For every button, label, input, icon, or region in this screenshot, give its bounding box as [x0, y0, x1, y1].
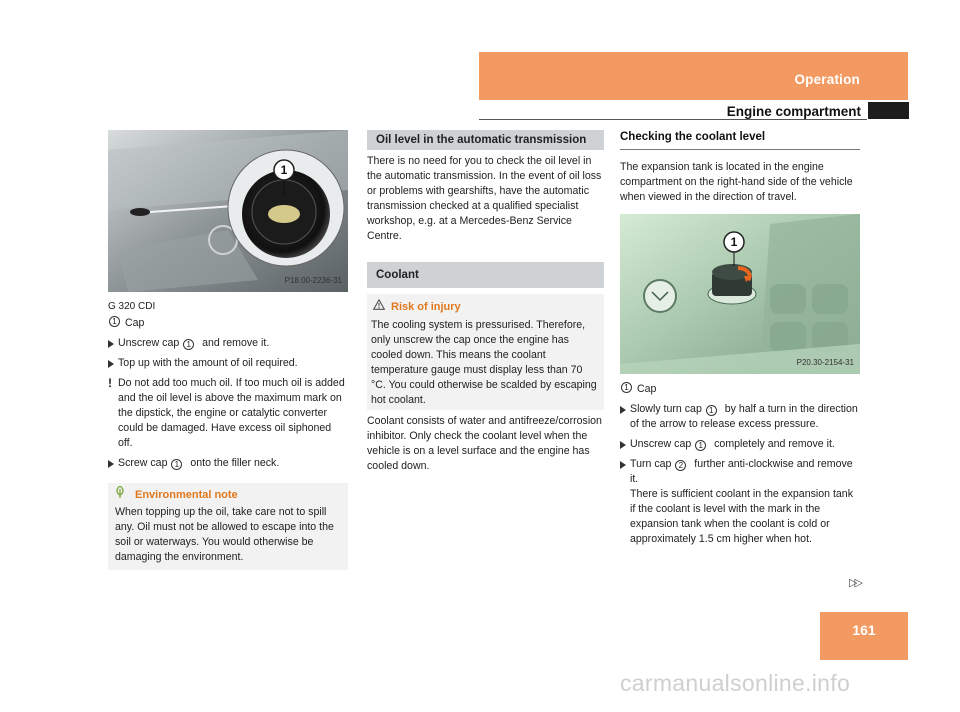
chapter-title: Operation: [794, 72, 860, 87]
photo-callout-1: 1: [730, 235, 738, 249]
heading-check-coolant: Checking the coolant level: [620, 130, 860, 150]
env-text: When topping up the oil, take care not to spill any. Oil must not be allowed to escape into the soil or waterways. You would otherwise be damaging the environment.: [115, 506, 334, 563]
heading-coolant: Coolant: [367, 262, 604, 288]
env-heading-row: [115, 486, 341, 503]
step-text: completely and remove it.: [711, 438, 835, 450]
header-rule: [479, 119, 867, 120]
continue-arrows-icon: ▷▷: [849, 577, 860, 589]
photo-code: P20.30-2154-31: [796, 358, 854, 367]
column-check-coolant: [620, 130, 860, 547]
ref-number: 1: [695, 440, 706, 451]
watermark: carmanualsonline.info: [620, 670, 851, 696]
legend-text: Cap: [125, 317, 145, 329]
step-text: Unscrew cap: [630, 438, 695, 450]
step-turn-half: [620, 402, 860, 432]
risk-text: The cooling system is pressurised. Therefore, only unscrew the cap once the engine has cooled down. This means the coolant temperature gauge must display less than 70 °C. You could otherwise be scalded by escaping hot coolant.: [371, 319, 597, 406]
photo-callout-1: 1: [280, 163, 288, 177]
model-caption: G 320 CDI: [108, 301, 156, 312]
coolant-intro: The expansion tank is located in the engine compartment on the right-hand side of the vehicle when viewed in the direction of travel.: [620, 161, 853, 203]
step-top-up: [108, 356, 348, 371]
step-turn-further: [620, 457, 860, 547]
risk-note: [367, 294, 604, 410]
coolant-text: Coolant consists of water and antifreeze/corrosion inhibitor. Only check the coolant level when the vehicle is on a level surface and the engine has cooled down.: [367, 415, 602, 472]
page-number: 161: [852, 622, 876, 638]
warning-exclamation-icon: !: [108, 376, 112, 390]
ref-number: 2: [675, 460, 686, 471]
coolant-photo: [620, 214, 860, 374]
step-text: Top up with the amount of oil required.: [118, 357, 298, 369]
legend-text: Cap: [637, 383, 657, 395]
risk-heading-row: [373, 299, 600, 315]
legend-item: [620, 382, 860, 397]
heading-transmission: Oil level in the automatic transmission: [367, 130, 604, 150]
transmission-text: There is no need for you to check the oil level in the automatic transmission. In the event of oil loss or problems with gearshifts, have the automatic transmission checked at a qualified specialist workshop, e.g. at a Mercedes-Benz Service Centre.: [367, 155, 602, 242]
column-transmission-coolant: [367, 130, 604, 474]
warning-note: [108, 376, 348, 451]
env-heading: Environmental note: [135, 489, 238, 501]
legend-number: 1: [109, 316, 120, 327]
environment-leaf-icon: [115, 486, 127, 503]
engine-photo: [108, 130, 348, 292]
step-text: onto the filler neck.: [187, 457, 280, 469]
step-text: and remove it.: [199, 337, 270, 349]
step-text: Screw cap: [118, 457, 171, 469]
photo-code: P18.00-2236-31: [284, 276, 342, 285]
chapter-tab: [479, 52, 908, 100]
environmental-note: [108, 483, 348, 570]
step-screw-cap: [108, 456, 348, 471]
column-oil-topup: [108, 130, 348, 570]
ref-number: 1: [706, 405, 717, 416]
section-title: Engine compartment: [726, 104, 861, 119]
step-unscrew-cap: [108, 336, 348, 351]
page-number-box: [820, 612, 908, 660]
step-text: by half a turn in the direction of the arrow to release excess pressure.: [630, 403, 858, 430]
step-text: further anti-clockwise and remove it.: [630, 458, 853, 485]
step-text: Slowly turn cap: [630, 403, 705, 415]
coolant-level-note: There is sufficient coolant in the expansion tank if the coolant is level with the mark in the expansion tank when the coolant is cold or approximately 1.5 cm higher when hot.: [630, 488, 853, 545]
step-unscrew-completely: [620, 437, 860, 452]
step-text: Unscrew cap: [118, 337, 183, 349]
legend-number: 1: [621, 382, 632, 393]
legend-item: [108, 316, 348, 331]
warning-text: Do not add too much oil. If too much oil is added and the oil level is above the maximum mark on the dipstick, the engine or catalytic converter could be damaged. Have excess oil siphoned off.: [118, 377, 345, 449]
ref-number: 1: [183, 339, 194, 350]
coolant-illustration: [620, 214, 860, 374]
risk-triangle-icon: [373, 299, 385, 314]
risk-heading: Risk of injury: [391, 301, 461, 313]
engine-illustration: [108, 130, 348, 292]
section-marker: [868, 102, 909, 119]
step-text: Turn cap: [630, 458, 675, 470]
ref-number: 1: [171, 459, 182, 470]
